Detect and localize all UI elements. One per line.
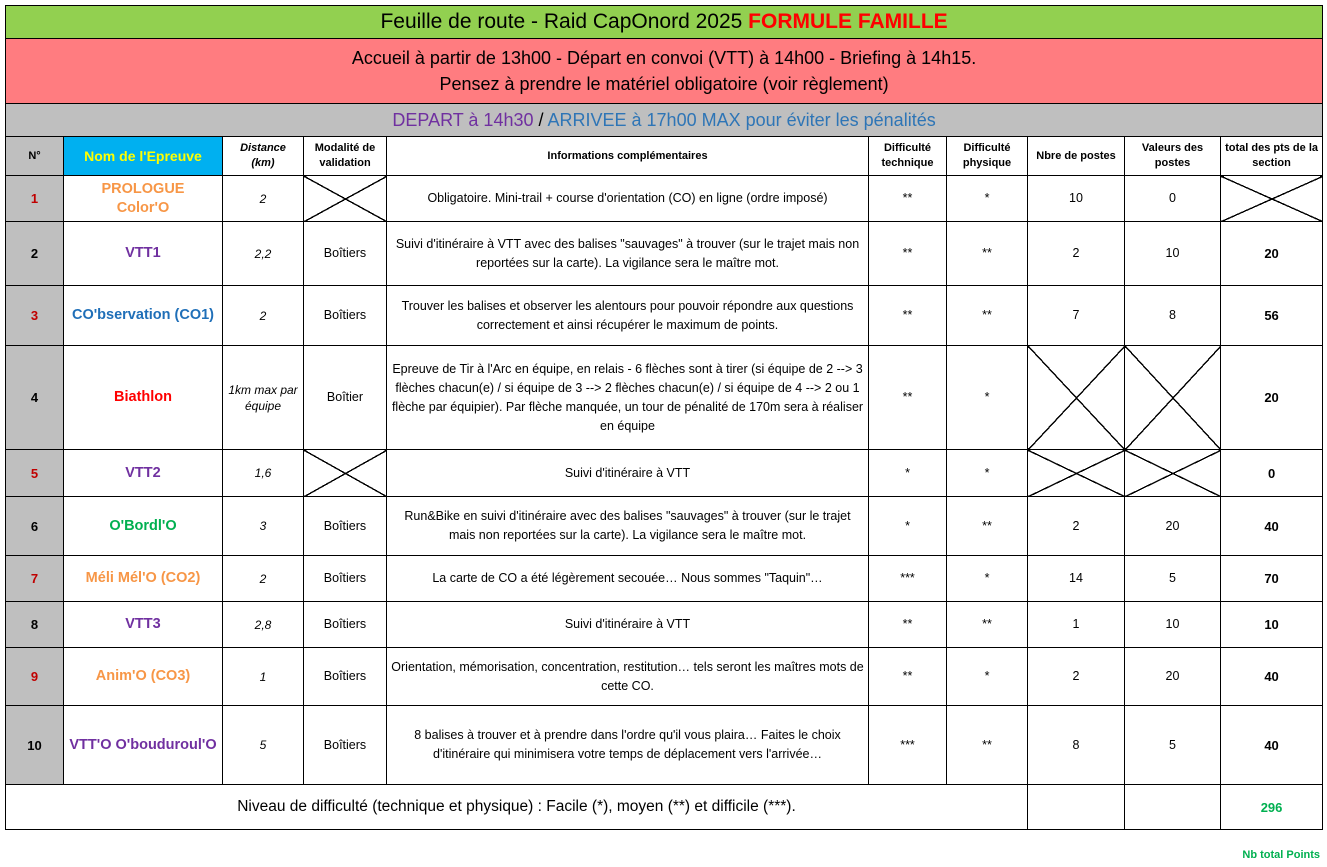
row-info: Suivi d'itinéraire à VTT: [387, 602, 869, 648]
header-valeurs: Valeurs des postes: [1125, 137, 1221, 176]
row-tech: **: [869, 602, 947, 648]
row-name-text: PROLOGUE Color'O: [101, 180, 185, 216]
row-distance: 2: [223, 556, 304, 602]
row-tech: **: [869, 286, 947, 346]
row-name: O'Bordl'O: [64, 497, 223, 556]
row-num: 10: [6, 706, 64, 785]
legend-empty-valeurs: [1125, 785, 1221, 830]
row-validation: Boîtiers: [304, 556, 387, 602]
row-tech: ***: [869, 556, 947, 602]
row-info: Epreuve de Tir à l'Arc en équipe, en relais - 6 flèches sont à tirer (si équipe de 2 --> 3 flèches chacun(e) / si équipe de 3 --> 2 flèches chacun(e) / si équipe de 4 --> 2 ou 1 flèche par équipier). Par flèche manquée, un tour de pénalité de 170m sera à réaliser en équipe: [387, 346, 869, 450]
row-num: 4: [6, 346, 64, 450]
row-validation: Boîtiers: [304, 602, 387, 648]
table-row: [6, 176, 1323, 222]
row-distance: 2,2: [223, 222, 304, 286]
row-total: 40: [1221, 648, 1323, 706]
row-postes: 10: [1028, 176, 1125, 222]
row-validation: Boîtiers: [304, 222, 387, 286]
row-name: VTT2: [64, 450, 223, 497]
row-valeurs: 5: [1125, 556, 1221, 602]
header-phys: Difficulté physique: [947, 137, 1028, 176]
row-tech: ***: [869, 706, 947, 785]
row-tech: *: [869, 497, 947, 556]
roadmap-table: [5, 5, 1323, 830]
schedule-banner: [6, 104, 1323, 137]
row-validation: Boîtiers: [304, 497, 387, 556]
row-num: 5: [6, 450, 64, 497]
row-phys: **: [947, 706, 1028, 785]
row-distance: 1: [223, 648, 304, 706]
row-distance: 1,6: [223, 450, 304, 497]
row-postes-crossed: [1028, 346, 1125, 450]
row-name: [64, 176, 223, 222]
header-row: [6, 137, 1323, 176]
title-main: Feuille de route - Raid CapOnord 2025: [380, 10, 749, 33]
table-row: [6, 450, 1323, 497]
row-phys: *: [947, 648, 1028, 706]
row-valeurs-crossed: [1125, 346, 1221, 450]
row-info: Suivi d'itinéraire à VTT avec des balises "sauvages" à trouver (sur le trajet mais non reportées sur la carte). La vigilance sera le maître mot.: [387, 222, 869, 286]
header-total: total des pts de la section: [1221, 137, 1323, 176]
header-validation: Modalité de validation: [304, 137, 387, 176]
row-distance: 2: [223, 176, 304, 222]
row-validation: Boîtiers: [304, 706, 387, 785]
row-phys: *: [947, 556, 1028, 602]
title-highlight: FORMULE FAMILLE: [748, 10, 948, 33]
table-row: [6, 346, 1323, 450]
row-name: CO'bservation (CO1): [64, 286, 223, 346]
row-valeurs: 10: [1125, 222, 1221, 286]
row-name: Anim'O (CO3): [64, 648, 223, 706]
row-total: 40: [1221, 497, 1323, 556]
row-validation-crossed: [304, 450, 387, 497]
table-row: [6, 706, 1323, 785]
info-line-1: Accueil à partir de 13h00 - Départ en convoi (VTT) à 14h00 - Briefing à 14h15.: [351, 48, 977, 68]
row-valeurs: 0: [1125, 176, 1221, 222]
row-total: 70: [1221, 556, 1323, 602]
row-postes-crossed: [1028, 450, 1125, 497]
schedule-depart: DEPART à 14h30: [392, 109, 534, 130]
row-info: Run&Bike en suivi d'itinéraire avec des balises "sauvages" à trouver (sur le trajet mais non reportées sur la carte). La vigilance sera le maître mot.: [387, 497, 869, 556]
row-info: Trouver les balises et observer les alentours pour pouvoir répondre aux questions correctement et ainsi récupérer le maximum de points.: [387, 286, 869, 346]
row-info: Obligatoire. Mini-trail + course d'orientation (CO) en ligne (ordre imposé): [387, 176, 869, 222]
info-banner: [6, 39, 1323, 104]
row-info: Orientation, mémorisation, concentration, restitution… tels seront les maîtres mots de cette CO.: [387, 648, 869, 706]
row-validation: Boîtiers: [304, 648, 387, 706]
header-distance: Distance (km): [223, 137, 304, 176]
row-tech: **: [869, 648, 947, 706]
row-phys: **: [947, 222, 1028, 286]
row-tech: **: [869, 176, 947, 222]
header-name: Nom de l'Epreuve: [64, 137, 223, 176]
row-total: 20: [1221, 346, 1323, 450]
header-num: N°: [6, 137, 64, 176]
row-distance: 1km max par équipe: [223, 346, 304, 450]
row-postes: 7: [1028, 286, 1125, 346]
table-row: [6, 556, 1323, 602]
total-points-label: Nb total Points: [1242, 849, 1320, 861]
legend-empty-postes: [1028, 785, 1125, 830]
row-valeurs: 10: [1125, 602, 1221, 648]
row-num: 9: [6, 648, 64, 706]
row-valeurs: 8: [1125, 286, 1221, 346]
info-line-2: Pensez à prendre le matériel obligatoire (voir règlement): [439, 74, 889, 94]
row-phys: **: [947, 602, 1028, 648]
row-valeurs: 20: [1125, 497, 1221, 556]
header-tech: Difficulté technique: [869, 137, 947, 176]
table-row: [6, 602, 1323, 648]
schedule-separator: /: [533, 109, 548, 130]
row-postes: 1: [1028, 602, 1125, 648]
row-distance: 2: [223, 286, 304, 346]
row-total-crossed: [1221, 176, 1323, 222]
row-postes: 2: [1028, 497, 1125, 556]
row-tech: **: [869, 346, 947, 450]
row-postes: 2: [1028, 222, 1125, 286]
row-total: 56: [1221, 286, 1323, 346]
row-num: 3: [6, 286, 64, 346]
row-tech: **: [869, 222, 947, 286]
table-row: [6, 222, 1323, 286]
row-info: La carte de CO a été légèrement secouée… Nous sommes "Taquin"…: [387, 556, 869, 602]
row-phys: *: [947, 450, 1028, 497]
row-phys: **: [947, 286, 1028, 346]
row-total: 40: [1221, 706, 1323, 785]
row-distance: 5: [223, 706, 304, 785]
row-phys: **: [947, 497, 1028, 556]
row-tech: *: [869, 450, 947, 497]
row-name: VTT'O O'bouduroul'O: [64, 706, 223, 785]
row-num: 1: [6, 176, 64, 222]
table-row: [6, 286, 1323, 346]
row-num: 7: [6, 556, 64, 602]
row-valeurs: 20: [1125, 648, 1221, 706]
row-name: VTT3: [64, 602, 223, 648]
row-total: 0: [1221, 450, 1323, 497]
total-points-value: 296: [1221, 785, 1323, 830]
row-num: 8: [6, 602, 64, 648]
row-info: Suivi d'itinéraire à VTT: [387, 450, 869, 497]
row-num: 2: [6, 222, 64, 286]
row-num: 6: [6, 497, 64, 556]
row-postes: 2: [1028, 648, 1125, 706]
row-distance: 3: [223, 497, 304, 556]
difficulty-legend: Niveau de difficulté (technique et physique) : Facile (*), moyen (**) et difficile (***).: [6, 785, 1028, 830]
row-name: VTT1: [64, 222, 223, 286]
schedule-arrivee: ARRIVEE à 17h00 MAX pour éviter les pénalités: [547, 109, 936, 130]
row-postes: 14: [1028, 556, 1125, 602]
row-info: 8 balises à trouver et à prendre dans l'ordre qu'il vous plaira… Faites le choix d'itinéraire qui minimisera votre temps de déplacement vers l'arrivée…: [387, 706, 869, 785]
row-name: Méli Mél'O (CO2): [64, 556, 223, 602]
row-valeurs-crossed: [1125, 450, 1221, 497]
row-validation: Boîtiers: [304, 286, 387, 346]
legend-row: [6, 785, 1323, 830]
row-validation-crossed: [304, 176, 387, 222]
row-total: 10: [1221, 602, 1323, 648]
row-validation: Boîtier: [304, 346, 387, 450]
table-row: [6, 648, 1323, 706]
row-valeurs: 5: [1125, 706, 1221, 785]
row-phys: *: [947, 176, 1028, 222]
row-phys: *: [947, 346, 1028, 450]
row-name: Biathlon: [64, 346, 223, 450]
header-postes: Nbre de postes: [1028, 137, 1125, 176]
row-postes: 8: [1028, 706, 1125, 785]
page-title: [6, 6, 1323, 39]
table-row: [6, 497, 1323, 556]
row-total: 20: [1221, 222, 1323, 286]
header-info: Informations complémentaires: [387, 137, 869, 176]
row-distance: 2,8: [223, 602, 304, 648]
